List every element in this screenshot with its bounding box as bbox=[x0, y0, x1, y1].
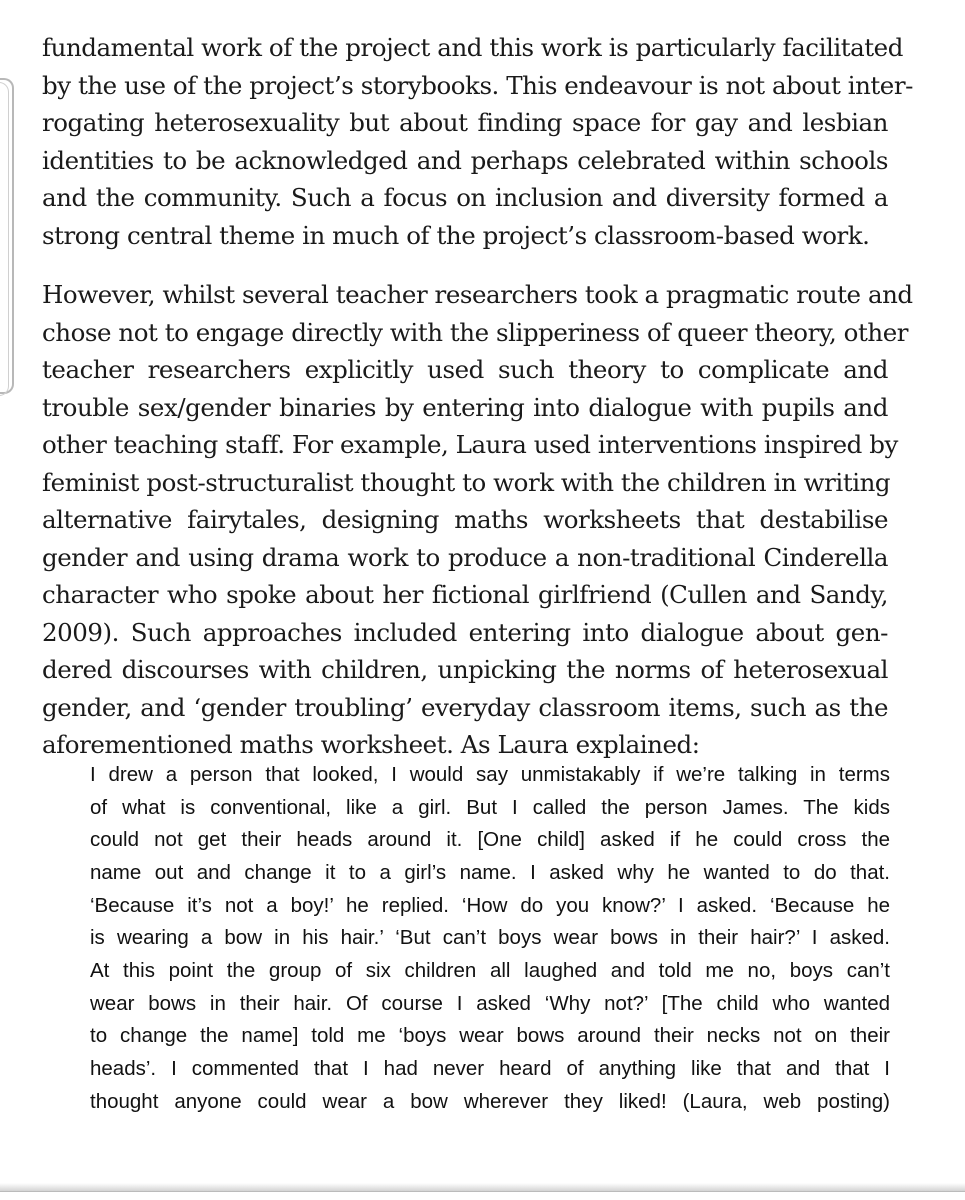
body-text-line: other teaching staff. For example, Laura used interventions inspired by bbox=[42, 430, 898, 459]
selection-bracket-shadow bbox=[0, 82, 9, 396]
block-quote-line: ‘Because it’s not a boy!’ he replied. ‘How do you know?’ I asked. ‘Because he bbox=[90, 893, 890, 917]
body-text-line: However, whilst several teacher researchers took a pragmatic route and bbox=[42, 280, 913, 309]
body-text-line: fundamental work of the project and this work is particularly facilitated bbox=[42, 33, 903, 62]
block-quote-line: heads’. I commented that I had never heard of anything like that and that I bbox=[90, 1056, 890, 1080]
body-text-line: teacher researchers explicitly used such theory to complicate and bbox=[42, 355, 888, 384]
body-text-line: trouble sex/gender binaries by entering into dialogue with pupils and bbox=[42, 392, 888, 422]
block-quote-line: name out and change it to a girl’s name. I asked why he wanted to do that. bbox=[90, 860, 890, 884]
body-text-line: rogating heterosexuality but about finding space for gay and lesbian bbox=[42, 108, 888, 137]
block-quote-line: I drew a person that looked, I would say unmistakably if we’re talking in terms bbox=[90, 763, 890, 786]
body-text-line: identities to be acknowledged and perhaps celebrated within schools bbox=[42, 145, 888, 175]
page-bottom-edge bbox=[0, 1183, 965, 1192]
block-quote-line: thought anyone could wear a bow wherever they liked! (Laura, web posting) bbox=[90, 1089, 890, 1113]
body-text-line: character who spoke about her fictional girlfriend (Cullen and Sandy, bbox=[42, 580, 888, 609]
body-text-line: feminist post-structuralist thought to work with the children in writing bbox=[42, 467, 891, 497]
block-quote-line: could not get their heads around it. [One child] asked if he could cross the bbox=[90, 828, 890, 852]
body-text-line: gender, and ‘gender troubling’ everyday classroom items, such as the bbox=[42, 692, 888, 722]
body-text-line: strong central theme in much of the project’s classroom-based work. bbox=[42, 220, 870, 250]
body-text-line: alternative fairytales, designing maths worksheets that destabilise bbox=[42, 505, 888, 534]
body-text-line: 2009). Such approaches included entering into dialogue about gen- bbox=[42, 617, 888, 647]
body-text-line: dered discourses with children, unpicking the norms of heterosexual bbox=[42, 655, 888, 684]
body-text-line: aforementioned maths worksheet. As Laura explained: bbox=[42, 730, 700, 759]
block-quote-line: At this point the group of six children all laughed and told me no, boys can’t bbox=[90, 958, 890, 982]
body-text-line: chose not to engage directly with the slipperiness of queer theory, other bbox=[42, 317, 909, 347]
block-quote-line: wear bows in their hair. Of course I asked ‘Why not?’ [The child who wanted bbox=[90, 991, 890, 1015]
block-quote-line: is wearing a bow in his hair.’ ‘But can’t boys wear bows in their hair?’ I asked. bbox=[90, 926, 890, 950]
body-text-line: gender and using drama work to produce a non-traditional Cinderella bbox=[42, 542, 888, 572]
body-text-line: by the use of the project’s storybooks. This endeavour is not about inter- bbox=[42, 70, 913, 100]
block-quote-line: of what is conventional, like a girl. But I called the person James. The kids bbox=[90, 795, 890, 819]
block-quote-line: to change the name] told me ‘boys wear bows around their necks not on their bbox=[90, 1024, 890, 1048]
body-text-line: and the community. Such a focus on inclusion and diversity formed a bbox=[42, 183, 888, 212]
